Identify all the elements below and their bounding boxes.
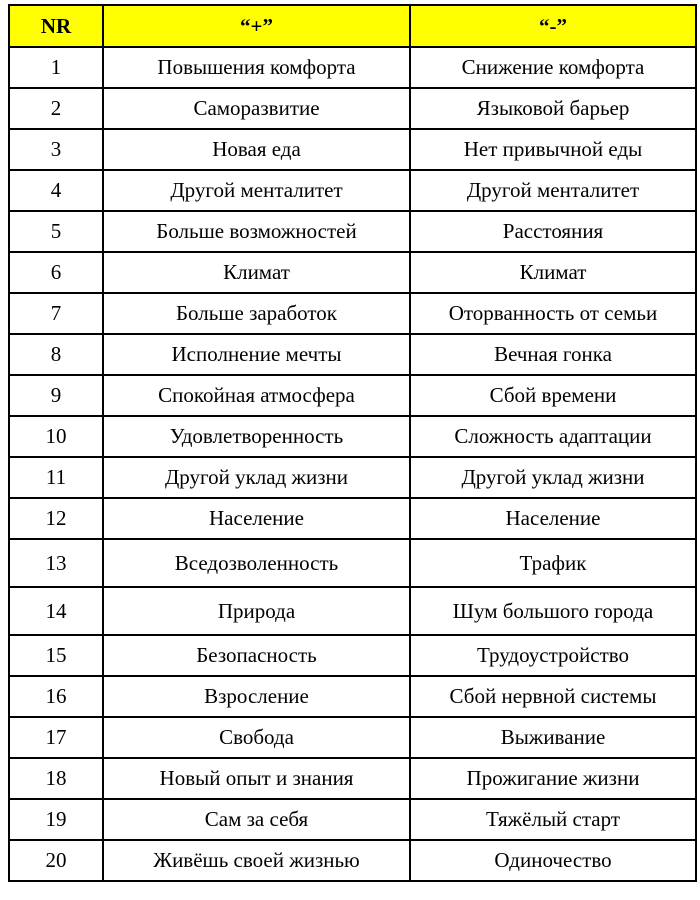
row-number-cell: 14 <box>9 587 103 635</box>
minus-cell: Одиночество <box>410 840 696 881</box>
table-row <box>9 88 696 129</box>
minus-cell: Оторванность от семьи <box>410 293 696 334</box>
plus-cell: Другой уклад жизни <box>103 457 410 498</box>
row-number-cell: 2 <box>9 88 103 129</box>
plus-cell: Больше возможностей <box>103 211 410 252</box>
row-number-cell: 15 <box>9 635 103 676</box>
plus-cell: Спокойная атмосфера <box>103 375 410 416</box>
plus-cell: Другой менталитет <box>103 170 410 211</box>
row-number-cell: 17 <box>9 717 103 758</box>
table-row <box>9 293 696 334</box>
header-minus: “-” <box>410 5 696 47</box>
row-number-cell: 16 <box>9 676 103 717</box>
pros-cons-table <box>8 4 697 882</box>
minus-cell: Вечная гонка <box>410 334 696 375</box>
minus-cell: Другой менталитет <box>410 170 696 211</box>
row-number-cell: 1 <box>9 47 103 88</box>
table-row <box>9 799 696 840</box>
header-nr: NR <box>9 5 103 47</box>
plus-cell: Природа <box>103 587 410 635</box>
table-row <box>9 252 696 293</box>
table-row <box>9 47 696 88</box>
row-number-cell: 11 <box>9 457 103 498</box>
minus-cell: Тяжёлый старт <box>410 799 696 840</box>
minus-cell: Сбой нервной системы <box>410 676 696 717</box>
minus-cell: Выживание <box>410 717 696 758</box>
row-number-cell: 6 <box>9 252 103 293</box>
header-plus: “+” <box>103 5 410 47</box>
plus-cell: Климат <box>103 252 410 293</box>
plus-cell: Больше заработок <box>103 293 410 334</box>
minus-cell: Шум большого города <box>410 587 696 635</box>
plus-cell: Сам за себя <box>103 799 410 840</box>
row-number-cell: 4 <box>9 170 103 211</box>
plus-cell: Новый опыт и знания <box>103 758 410 799</box>
minus-cell: Сбой времени <box>410 375 696 416</box>
table-row <box>9 211 696 252</box>
minus-cell: Расстояния <box>410 211 696 252</box>
plus-cell: Население <box>103 498 410 539</box>
plus-cell: Живёшь своей жизнью <box>103 840 410 881</box>
table-row <box>9 635 696 676</box>
table-row <box>9 416 696 457</box>
plus-cell: Взросление <box>103 676 410 717</box>
table-row <box>9 840 696 881</box>
row-number-cell: 10 <box>9 416 103 457</box>
table-row <box>9 539 696 587</box>
table-row <box>9 498 696 539</box>
row-number-cell: 3 <box>9 129 103 170</box>
table-row <box>9 129 696 170</box>
minus-cell: Климат <box>410 252 696 293</box>
plus-cell: Новая еда <box>103 129 410 170</box>
table-row <box>9 717 696 758</box>
minus-cell: Языковой барьер <box>410 88 696 129</box>
minus-cell: Другой уклад жизни <box>410 457 696 498</box>
plus-cell: Свобода <box>103 717 410 758</box>
plus-cell: Саморазвитие <box>103 88 410 129</box>
plus-cell: Исполнение мечты <box>103 334 410 375</box>
row-number-cell: 9 <box>9 375 103 416</box>
row-number-cell: 5 <box>9 211 103 252</box>
row-number-cell: 8 <box>9 334 103 375</box>
table-row <box>9 375 696 416</box>
minus-cell: Нет привычной еды <box>410 129 696 170</box>
header-row <box>9 5 696 47</box>
row-number-cell: 18 <box>9 758 103 799</box>
minus-cell: Сложность адаптации <box>410 416 696 457</box>
plus-cell: Повышения комфорта <box>103 47 410 88</box>
table-row <box>9 676 696 717</box>
table-row <box>9 457 696 498</box>
table-row <box>9 170 696 211</box>
minus-cell: Прожигание жизни <box>410 758 696 799</box>
minus-cell: Трудоустройство <box>410 635 696 676</box>
table-body <box>9 47 696 881</box>
row-number-cell: 13 <box>9 539 103 587</box>
table-row <box>9 758 696 799</box>
minus-cell: Трафик <box>410 539 696 587</box>
row-number-cell: 12 <box>9 498 103 539</box>
row-number-cell: 20 <box>9 840 103 881</box>
table-row <box>9 334 696 375</box>
row-number-cell: 19 <box>9 799 103 840</box>
table-header <box>9 5 696 47</box>
minus-cell: Население <box>410 498 696 539</box>
minus-cell: Снижение комфорта <box>410 47 696 88</box>
plus-cell: Вседозволенность <box>103 539 410 587</box>
table-row <box>9 587 696 635</box>
plus-cell: Безопасность <box>103 635 410 676</box>
row-number-cell: 7 <box>9 293 103 334</box>
plus-cell: Удовлетворенность <box>103 416 410 457</box>
